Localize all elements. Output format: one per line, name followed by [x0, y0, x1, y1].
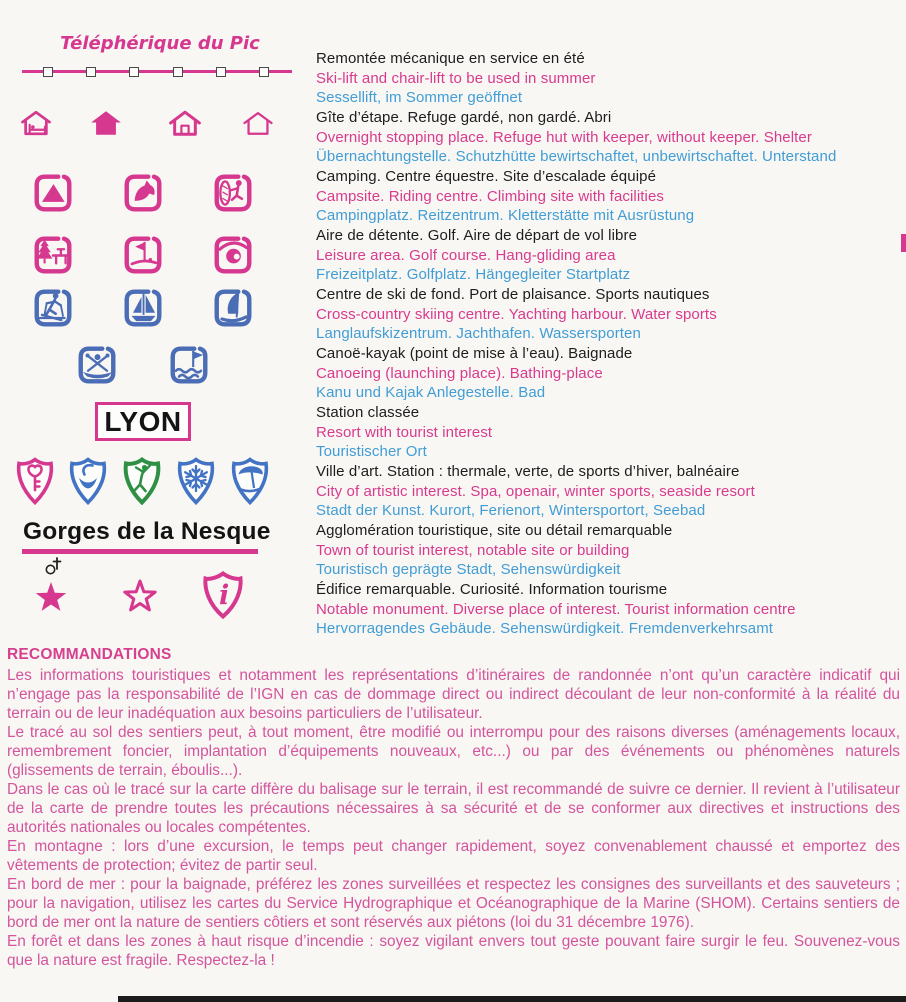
baignade-icon [168, 344, 210, 386]
legend-line-en: Leisure area. Golf course. Hang-gliding area [316, 246, 616, 264]
cable-pylon-icon [43, 67, 53, 77]
aire-detente-icon [32, 234, 74, 276]
legend-line-de: Kanu und Kajak Anlegestelle. Bad [316, 384, 546, 402]
golf-icon [122, 234, 164, 276]
gite-etape-icon [18, 106, 54, 140]
cable-pylon-icon [129, 67, 139, 77]
legend-line-en: Ski-lift and chair-lift to be used in summer [316, 69, 596, 87]
legend-line-en: Resort with tourist interest [316, 423, 493, 441]
legend-line-de: Sessellift, im Sommer geöffnet [316, 89, 523, 107]
legend-entry [316, 226, 902, 285]
station-verte-icon [121, 457, 163, 505]
legend-line-fr: Centre de ski de fond. Port de plaisance. Sports nautiques [316, 286, 710, 303]
cable-line [22, 70, 292, 73]
abri-icon [240, 106, 276, 140]
legend-entry [316, 521, 902, 580]
port-plaisance-icon [122, 287, 164, 329]
ville-art-key-icon [14, 457, 56, 505]
legend-entry [316, 108, 902, 167]
legend-text-column [316, 49, 902, 639]
vol-libre-icon [212, 234, 254, 276]
recommendations-paragraph: En montagne : lors d’une excursion, le temps peut changer rapidement, soyez convenablement chaussé et emportez des vêtements de protection; évitez de partir seul. [7, 838, 900, 874]
legend-line-fr: Agglomération touristique, site ou détail remarquable [316, 522, 673, 539]
legend-entry [316, 462, 902, 521]
page-edge-mark [901, 234, 906, 252]
camping-icon [32, 172, 74, 214]
escalade-icon [212, 172, 254, 214]
cable-lift-line [22, 66, 292, 78]
legend-line-de: Campingplatz. Reitzentrum. Kletterstätte mit Ausrüstung [316, 207, 695, 225]
legend-entry [316, 49, 902, 108]
cable-pylon-icon [86, 67, 96, 77]
sports-hiver-icon [175, 457, 217, 505]
city-name-label: LYON [104, 405, 182, 437]
legend-line-en: Campsite. Riding centre. Climbing site with facilities [316, 187, 665, 205]
site-underline [22, 549, 258, 554]
cable-lift-label: Téléphérique du Pic [60, 33, 260, 54]
legend-line-fr: Station classée [316, 404, 420, 421]
legend-line-fr: Camping. Centre équestre. Site d’escalade équipé [316, 168, 657, 185]
legend-line-fr: Canoë-kayak (point de mise à l’eau). Baignade [316, 345, 633, 362]
recommendations-paragraph: En forêt et dans les zones à haut risque d’incendie : soyez vigilant envers tout geste pouvant faire surgir le feu. Souvenez-vous que la nature est fragile. Respectez-la ! [7, 933, 900, 969]
legend-entry [316, 580, 902, 639]
refuge-non-garde-icon [167, 106, 203, 140]
recommendations-paragraph: Les informations touristiques et notamment les représentations d’itinéraires de randonnée n’ont qu’un caractère indicatif qui n’engage pas la responsabilité de l’IGN en cas de dommage direct ou indirect découlant de leur non-conformité à la réalité du terrain ou de leur inadéquation aux besoins particuliers de l’utilisateur. [7, 667, 900, 722]
station-thermale-icon [67, 457, 109, 505]
sports-nautiques-icon [212, 287, 254, 329]
recommendations-paragraph: En bord de mer : pour la baignade, préférez les zones surveillées et respectez les consignes des surveillants et des sauveteurs ; pour la navigation, utilisez les cartes du Service Hydrographique et Océanographique de la Marine (SHOM). Certains sentiers de bord de mer ont la nature de sentiers côtiers et sont réservés aux piétons (loi du 31 décembre 1976). [7, 876, 900, 931]
curiosite-icon [116, 568, 164, 618]
legend-line-fr: Édifice remarquable. Curiosité. Information tourisme [316, 581, 668, 598]
legend-entry [316, 344, 902, 403]
legend-entry [316, 167, 902, 226]
legend-line-fr: Ville d’art. Station : thermale, verte, de sports d’hiver, balnéaire [316, 463, 740, 480]
legend-line-en: Town of tourist interest, notable site or building [316, 541, 630, 559]
ski-de-fond-icon [32, 287, 74, 329]
information-tourisme-icon [200, 570, 246, 620]
canoe-kayak-icon [76, 344, 118, 386]
legend-line-de: Langlaufskizentrum. Jachthafen. Wassersporten [316, 325, 641, 343]
legend-line-fr: Remontée mécanique en service en été [316, 50, 585, 67]
cable-pylon-icon [216, 67, 226, 77]
legend-line-de: Touristisch geprägte Stadt, Sehenswürdigkeit [316, 561, 621, 579]
site-name-label: Gorges de la Nesque [23, 518, 271, 545]
legend-line-de: Hervorragendes Gebäude. Sehenswürdigkeit. Fremdenverkehrsamt [316, 620, 774, 638]
legend-entry [316, 285, 902, 344]
legend-line-de: Freizeitplatz. Golfplatz. Hängegleiter Startplatz [316, 266, 631, 284]
recommendations-paragraph: Dans le cas où le tracé sur la carte diffère du balisage sur le terrain, il est recommandé de suivre ce dernier. Il revient à l’utilisateur de la carte de prendre toutes les précautions nécessaires à sa sécurité et de se conformer aux directives et instructions des autorités nationales ou locales compétentes. [7, 781, 900, 836]
refuge-garde-icon [88, 106, 124, 140]
legend-line-de: Übernachtungstelle. Schutzhütte bewirtschaftet, unbewirtschaftet. Unterstand [316, 148, 837, 166]
station-classee-box [95, 402, 191, 441]
cable-pylon-icon [259, 67, 269, 77]
legend-line-fr: Aire de détente. Golf. Aire de départ de vol libre [316, 227, 638, 244]
legend-line-en: City of artistic interest. Spa, openair, winter sports, seaside resort [316, 482, 755, 500]
scan-edge-bar [118, 996, 906, 1002]
legend-line-en: Overnight stopping place. Refuge hut with keeper, without keeper. Shelter [316, 128, 812, 146]
svg-text:i: i [219, 580, 230, 611]
recommendations-paragraph: Le tracé au sol des sentiers peut, à tout moment, être modifié ou interrompu pour des raisons diverses (aménagements locaux, remembrement foncier, implantation d’équipements nouveaux, etc...) ou par des événements ou phénomènes naturels (glissements de terrain, éboulis...). [7, 724, 900, 779]
legend-line-de: Stadt der Kunst. Kurort, Ferienort, Wintersportort, Seebad [316, 502, 706, 520]
legend-line-en: Canoeing (launching place). Bathing-place [316, 364, 603, 382]
legend-line-en: Cross-country skiing centre. Yachting harbour. Water sports [316, 305, 717, 323]
legend-line-de: Touristischer Ort [316, 443, 427, 461]
recommendations-section [7, 646, 900, 970]
centre-equestre-icon [122, 172, 164, 214]
legend-entry [316, 403, 902, 462]
recommendations-title: RECOMMANDATIONS [7, 646, 172, 663]
edifice-remarquable-icon [26, 556, 76, 616]
legend-line-fr: Gîte d’étape. Refuge gardé, non gardé. Abri [316, 109, 612, 126]
station-balneaire-icon [229, 457, 271, 505]
cable-pylon-icon [173, 67, 183, 77]
legend-line-en: Notable monument. Diverse place of interest. Tourist information centre [316, 600, 796, 618]
